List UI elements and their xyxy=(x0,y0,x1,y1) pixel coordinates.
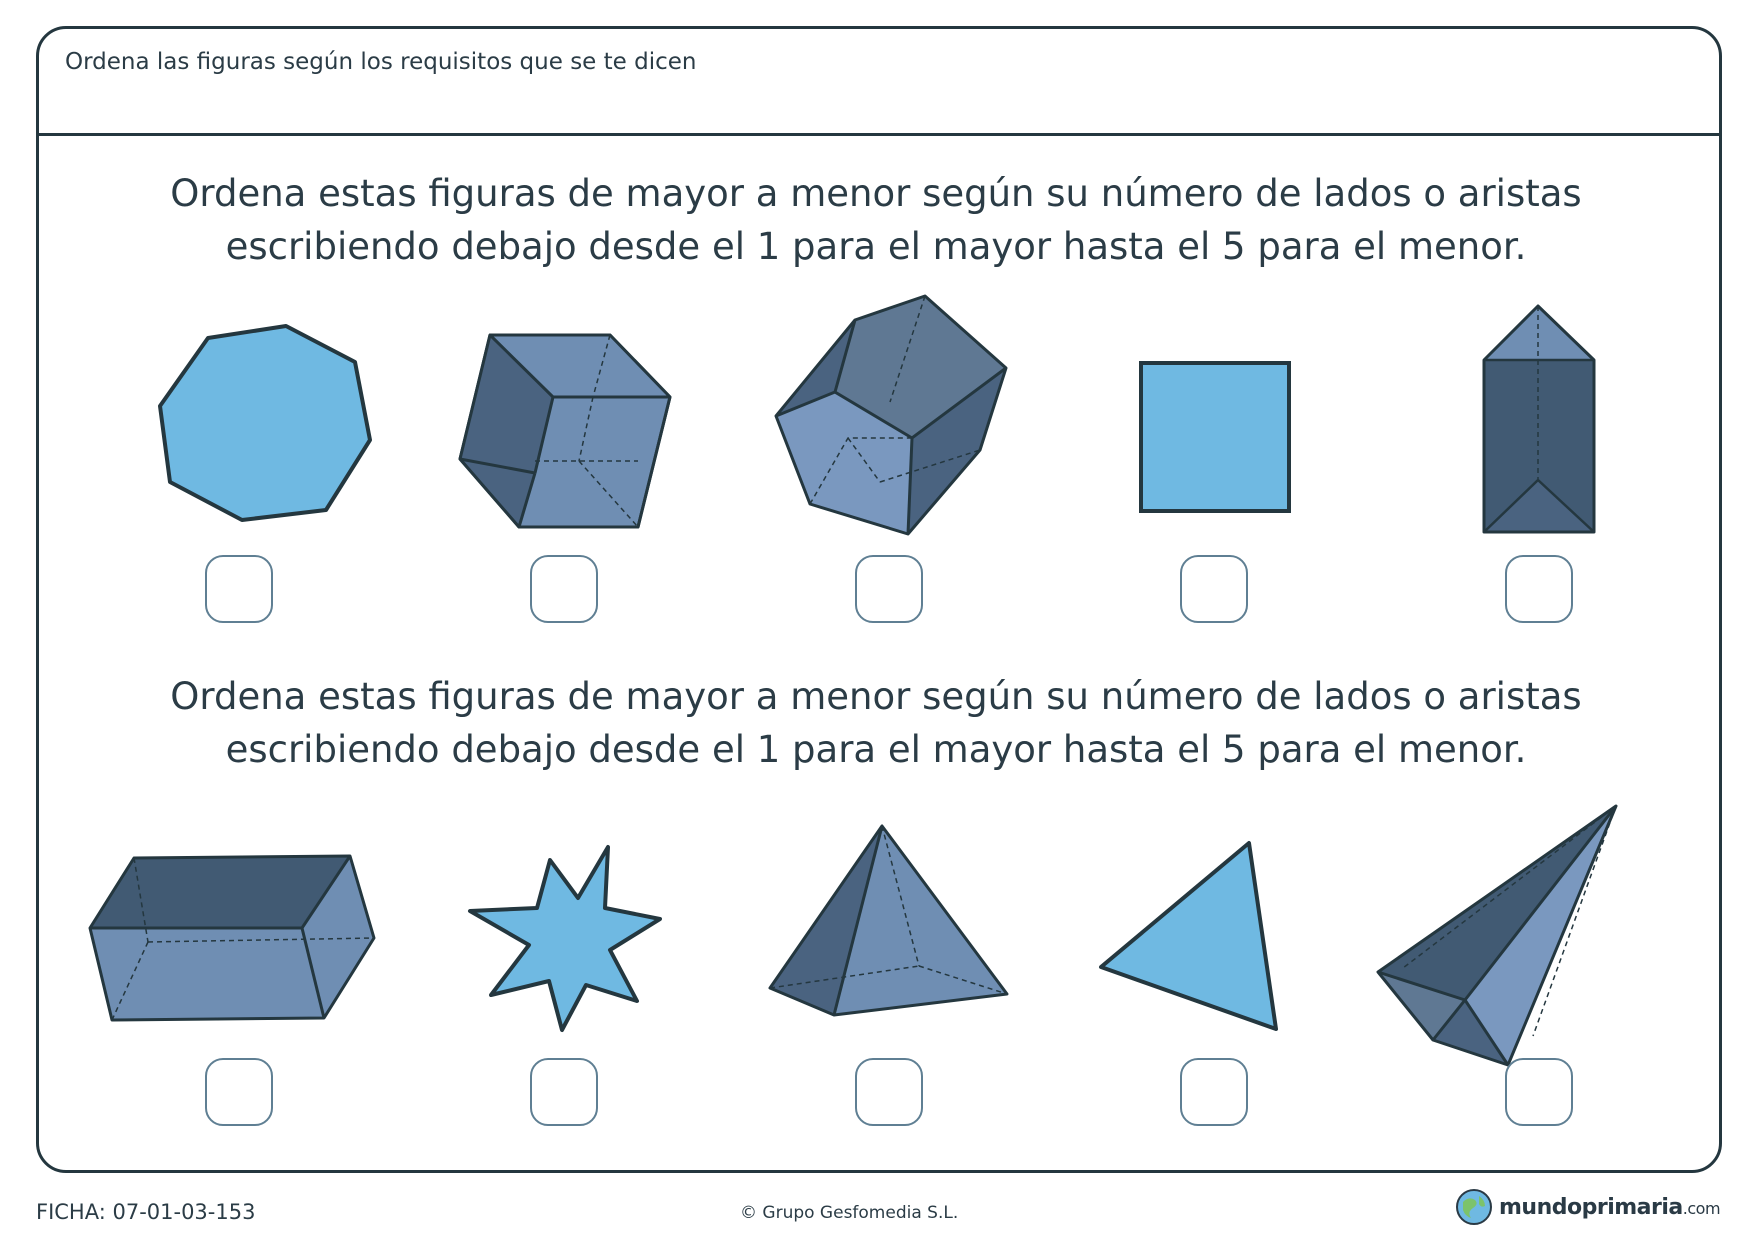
answer-box-row1-1[interactable] xyxy=(205,555,273,623)
answer-box-row1-4[interactable] xyxy=(1180,555,1248,623)
section1-instruction xyxy=(36,167,1716,273)
brand-domain: .com xyxy=(1682,1198,1721,1218)
answer-box-row1-5[interactable] xyxy=(1505,555,1573,623)
triangular-prism-icon xyxy=(1478,300,1603,540)
answer-box-row1-2[interactable] xyxy=(530,555,598,623)
brand-logo[interactable] xyxy=(1455,1188,1720,1226)
answer-box-row2-1[interactable] xyxy=(205,1058,273,1126)
square-pyramid-icon xyxy=(765,820,1015,1025)
answer-box-row1-3[interactable] xyxy=(855,555,923,623)
hexagonal-prism-icon xyxy=(455,325,685,540)
section1-line2: escribiendo debajo desde el 1 para el mayor hasta el 5 para el menor. xyxy=(225,225,1527,268)
seven-point-star-icon xyxy=(465,840,665,1035)
pentagonal-prism-icon xyxy=(770,290,1015,540)
header-instruction: Ordena las figuras según los requisitos que se te dicen xyxy=(65,49,697,75)
octagon-icon xyxy=(150,320,380,540)
copyright-notice: © Grupo Gesfomedia S.L. xyxy=(740,1203,959,1223)
answer-box-row2-2[interactable] xyxy=(530,1058,598,1126)
answer-box-row2-3[interactable] xyxy=(855,1058,923,1126)
section2-instruction xyxy=(36,670,1716,776)
pentagonal-pyramid-icon xyxy=(1373,800,1623,1075)
globe-icon xyxy=(1455,1188,1493,1226)
triangle-icon xyxy=(1095,837,1285,1037)
answer-box-row2-5[interactable] xyxy=(1505,1058,1573,1126)
section2-line2: escribiendo debajo desde el 1 para el mayor hasta el 5 para el menor. xyxy=(225,728,1527,771)
answer-box-row2-4[interactable] xyxy=(1180,1058,1248,1126)
brand-name: mundoprimaria xyxy=(1499,1194,1683,1220)
square-icon xyxy=(1135,357,1295,517)
worksheet-code: FICHA: 07-01-03-153 xyxy=(36,1200,256,1224)
section2-line1: Ordena estas figuras de mayor a menor según su número de lados o aristas xyxy=(170,675,1582,718)
rectangular-prism-icon xyxy=(84,850,379,1028)
header-divider xyxy=(39,133,1719,136)
section1-line1: Ordena estas figuras de mayor a menor según su número de lados o aristas xyxy=(170,172,1582,215)
